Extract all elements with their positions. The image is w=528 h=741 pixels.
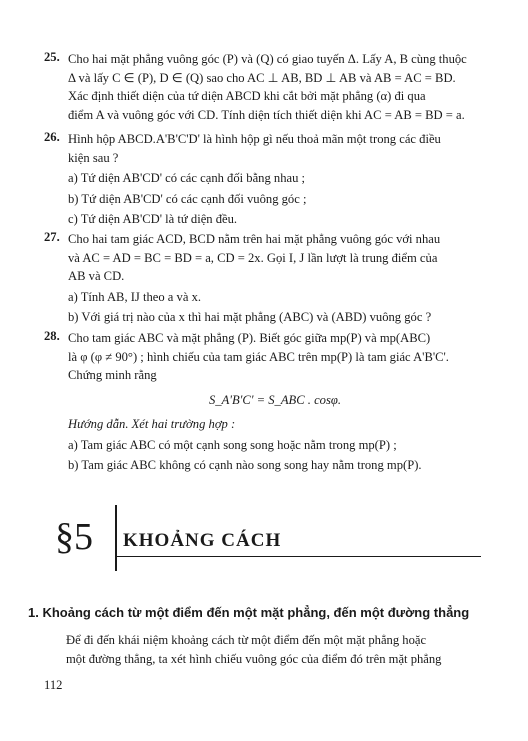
exercise-text-line: Cho hai mặt phẳng vuông góc (P) và (Q) có giao tuyến Δ. Lấy A, B cùng thuộc <box>68 52 467 66</box>
exercise-text-line: là φ (φ ≠ 90°) ; hình chiếu của tam giác ABC trên mp(P) là tam giác A'B'C'. <box>68 349 449 364</box>
exercise-option-a: a) Tính AB, IJ theo a và x. <box>68 289 202 304</box>
exercise-number: 27. <box>44 230 60 244</box>
page-number: 112 <box>44 678 63 692</box>
exercise-option-b: b) Tứ diện AB'CD' có các cạnh đối vuông góc ; <box>68 191 307 206</box>
subsection-title: 1. Khoảng cách từ một điểm đến một mặt phẳng, đến một đường thẳng <box>28 605 470 620</box>
exercise-number: 28. <box>44 329 60 343</box>
exercise-option-b: b) Với giá trị nào của x thì hai mặt phẳng (ABC) và (ABD) vuông góc ? <box>68 310 432 324</box>
exercise-option-a: a) Tam giác ABC có một cạnh song song hoặc nằm trong mp(P) ; <box>68 437 397 452</box>
exercise-option-c: c) Tứ diện AB'CD' là tứ diện đều. <box>68 212 238 226</box>
section-symbol: §5 <box>55 516 93 558</box>
exercise-27 <box>44 230 482 327</box>
formula: S_A'B'C' = S_ABC . cosφ. <box>209 392 341 407</box>
section-divider <box>115 556 481 557</box>
exercise-number: 26. <box>44 130 60 144</box>
intro-line: Để đi đến khái niệm khoảng cách từ một điểm đến một mặt phẳng hoặc <box>66 633 427 647</box>
exercise-text-line: và AC = AD = BC = BD = a, CD = 2x. Gọi I, J lần lượt là trung điểm của <box>68 250 438 265</box>
exercise-text-line: Cho tam giác ABC và mặt phẳng (P). Biết góc giữa mp(P) và mp(ABC) <box>68 331 431 345</box>
exercise-text-line: kiện sau ? <box>68 150 119 165</box>
section-title: KHOẢNG CÁCH <box>123 530 282 551</box>
exercise-28 <box>44 329 482 475</box>
exercise-text-line: Δ và lấy C ∈ (P), D ∈ (Q) sao cho AC ⊥ AB, BD ⊥ AB và AB = AC = BD. <box>68 70 456 85</box>
exercise-text-line: AB và CD. <box>68 269 125 283</box>
exercise-26 <box>44 130 482 229</box>
exercise-25 <box>44 50 482 124</box>
exercise-text-line: điểm A và vuông góc với CD. Tính diện tích thiết diện khi AC = AB = BD = a. <box>68 107 465 122</box>
exercise-option-a: a) Tứ diện AB'CD' có các cạnh đối bằng nhau ; <box>68 171 306 185</box>
exercise-text-line: Chứng minh rằng <box>68 368 157 382</box>
exercise-number: 25. <box>44 50 60 64</box>
intro-paragraph <box>66 631 480 668</box>
hint-line: Hướng dẫn. Xét hai trường hợp : <box>68 417 236 431</box>
exercise-text-line: Xác định thiết diện của tứ diện ABCD khi cắt bởi mặt phẳng (α) đi qua <box>68 89 426 103</box>
exercise-option-b: b) Tam giác ABC không có cạnh nào song song hay nằm trong mp(P). <box>68 458 422 472</box>
exercise-text-line: Hình hộp ABCD.A'B'C'D' là hình hộp gì nếu thoả mãn một trong các điều <box>68 132 441 146</box>
exercise-text-line: Cho hai tam giác ACD, BCD nằm trên hai mặt phẳng vuông góc với nhau <box>68 232 441 246</box>
intro-line: một đường thẳng, ta xét hình chiếu vuông góc của điểm đó trên mặt phẳng <box>66 651 442 666</box>
